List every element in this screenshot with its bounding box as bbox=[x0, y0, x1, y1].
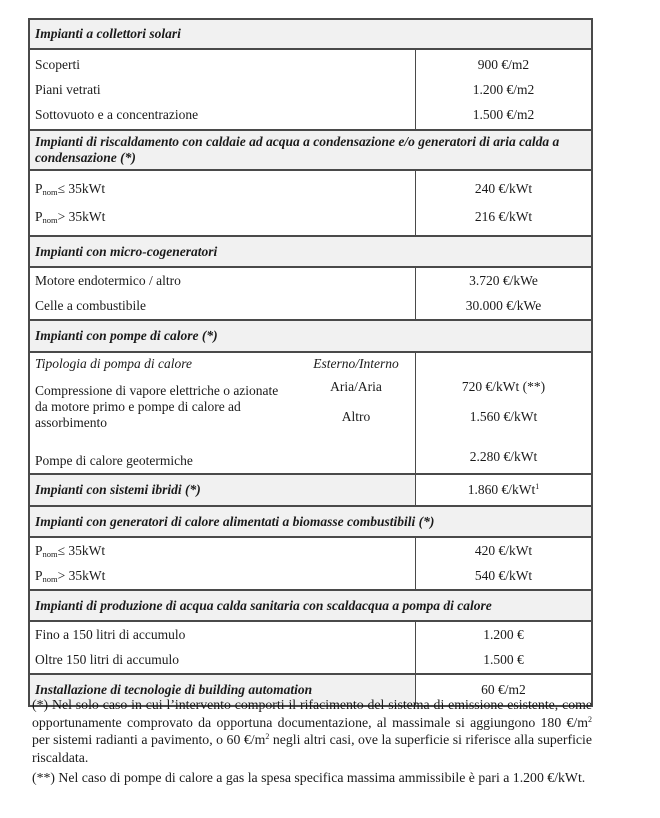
section-header-solar: Impianti a collettori solari bbox=[30, 20, 591, 48]
footnote-single-asterisk: (*) Nel solo caso in cui l’intervento comporti il rifacimento del sistema di emissione esistente, come opportunamente comprovato da opportuna documentazione, al massimale si aggiungono 180 $€/m^2$ per sistemi radianti a pavimento, o 60 $€/m^2$ negli altri casi, ove la superficie si riferisce alla superficie riscaldata. bbox=[32, 697, 592, 765]
row-value: 3.720 €/kWe bbox=[469, 273, 538, 288]
row-value: 1.200 € bbox=[483, 627, 524, 642]
column-header-ext-int: Esterno/Interno bbox=[313, 356, 399, 371]
row-label: Scoperti bbox=[35, 57, 80, 72]
geothermal-label: Pompe di calore geotermiche bbox=[35, 453, 193, 468]
section-header-hybrid: Impianti con sistemi ibridi (*) bbox=[30, 475, 416, 505]
row-label: Fino a 150 litri di accumulo bbox=[35, 627, 186, 642]
section-title-line: condensazione (*) bbox=[35, 150, 136, 165]
section-header-boilers bbox=[30, 129, 591, 169]
row-value: 30.000 €/kWe bbox=[465, 298, 542, 313]
section-body-boilers bbox=[30, 169, 591, 235]
section-header-biomass: Impianti con generatori di calore alimentati a biomasse combustibili (*) bbox=[30, 505, 591, 536]
footnote-double-asterisk: (**) Nel caso di pompe di calore a gas la spesa specifica massima ammissibile è pari a 1.200 €/kWt. bbox=[32, 770, 586, 785]
row-label: Sottovuoto e a concentrazione bbox=[35, 107, 199, 122]
column-header-type: Tipologia di pompa di calore bbox=[35, 356, 193, 371]
section-hybrid bbox=[30, 473, 591, 505]
row-value: 900 €/m2 bbox=[477, 57, 530, 72]
row-value: 1.200 €/m2 bbox=[472, 82, 535, 97]
row-value: 420 €/kWt bbox=[474, 543, 533, 558]
row-label: $P_{nom}\le 35kWt$ bbox=[35, 543, 106, 559]
row-value: 1.860 €/kWt$^1$ bbox=[467, 482, 540, 497]
section-header-dhw: Impianti di produzione di acqua calda sanitaria con scaldacqua a pompa di calore bbox=[30, 589, 591, 620]
section-header-automation: Installazione di tecnologie di building automation bbox=[30, 675, 416, 705]
section-body-biomass bbox=[30, 536, 591, 589]
section-body-heatpumps bbox=[30, 351, 591, 473]
type-aria-aria: Aria/Aria bbox=[330, 379, 382, 394]
row-value: 540 €/kWt bbox=[474, 568, 533, 583]
row-value: 2.280 €/kWt bbox=[469, 449, 538, 464]
type-altro: Altro bbox=[341, 409, 371, 424]
footnotes bbox=[32, 696, 592, 790]
row-value: 1.560 €/kWt bbox=[469, 409, 538, 424]
row-label: Motore endotermico / altro bbox=[35, 273, 181, 288]
row-value: 240 €/kWt bbox=[474, 181, 533, 196]
row-label: Piani vetrati bbox=[35, 82, 101, 97]
row-label: Celle a combustibile bbox=[35, 298, 146, 313]
row-label: $P_{nom}> 35kWt$ bbox=[35, 568, 106, 584]
row-label: Oltre 150 litri di accumulo bbox=[35, 652, 179, 667]
section-body-microcogen bbox=[30, 266, 591, 319]
section-body-solar bbox=[30, 48, 591, 129]
row-value: 720 €/kWt (**) bbox=[461, 379, 546, 394]
row-label: $P_{nom}> 35kWt$ bbox=[35, 209, 106, 225]
section-header-microcogen: Impianti con micro-cogeneratori bbox=[30, 235, 591, 266]
section-title-line: Impianti di riscaldamento con caldaie ad acqua a condensazione e/o generatori di aria calda a bbox=[35, 134, 560, 149]
section-body-dhw bbox=[30, 620, 591, 673]
row-value: 216 €/kWt bbox=[474, 209, 533, 224]
section-header-heatpumps: Impianti con pompe di calore (*) bbox=[30, 319, 591, 351]
row-label: $P_{nom}\le 35kWt$ bbox=[35, 181, 106, 197]
cost-ceilings-table bbox=[28, 18, 593, 707]
row-value: 60 €/m2 bbox=[481, 682, 526, 697]
row-value: 1.500 € bbox=[483, 652, 524, 667]
row-value: 1.500 €/m2 bbox=[472, 107, 535, 122]
compression-label: Compressione di vapore elettriche o azionate da motore primo e pompe di calore ad assorbimento bbox=[35, 383, 279, 430]
